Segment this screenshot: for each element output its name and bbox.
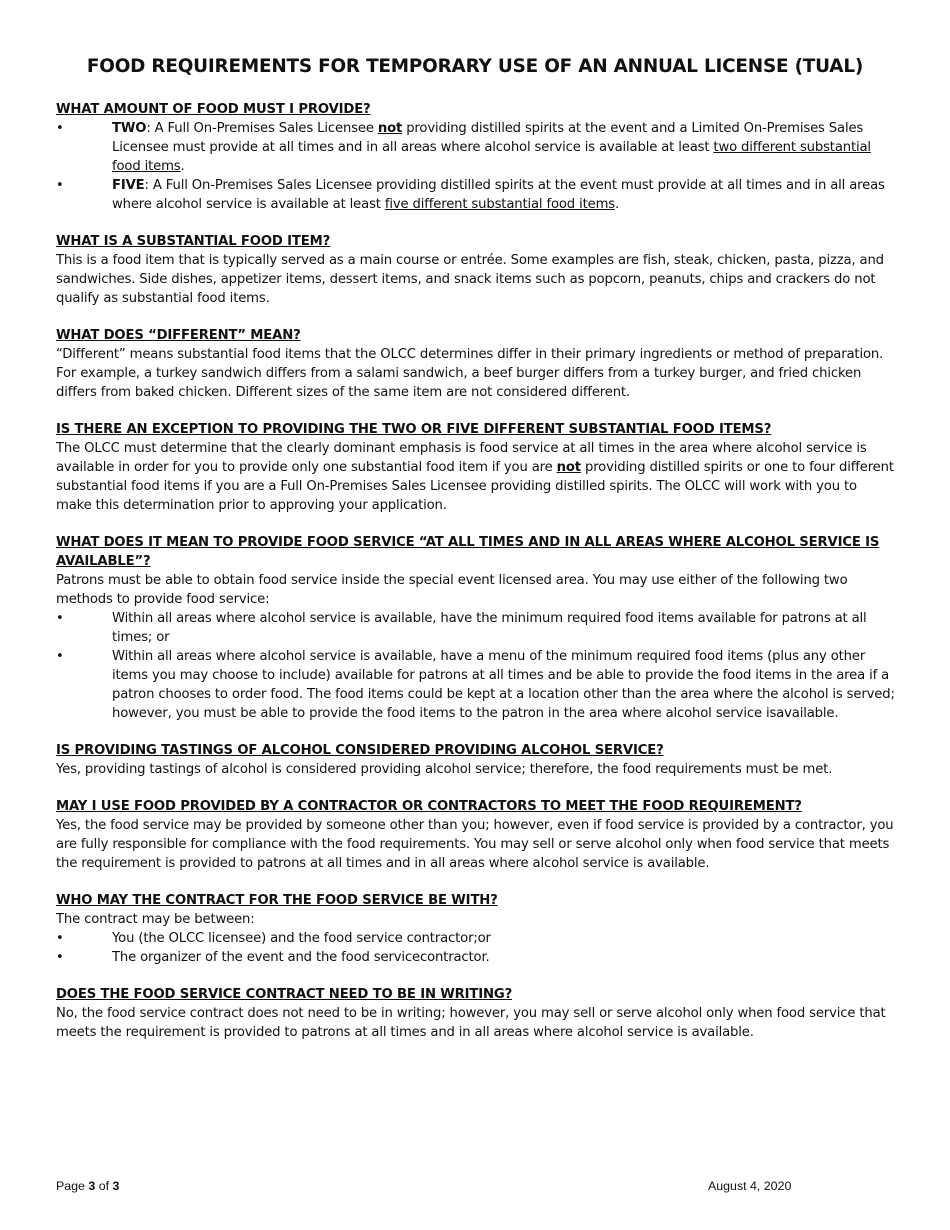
bullet-list	[56, 609, 896, 723]
bullet-list	[56, 929, 896, 967]
bullet-icon: •	[56, 649, 64, 664]
list-item	[56, 929, 896, 948]
page-current: 3	[88, 1179, 96, 1193]
bullet-text: providing distilled spirits at the event and a Limited On-Premises Sales Licensee must provide at all times and in all areas where alcohol service is available at least	[112, 121, 864, 155]
list-item	[56, 119, 896, 176]
underlined-text: two different substantial food items	[112, 140, 871, 174]
section-body: Yes, providing tastings of alcohol is considered providing alcohol service; therefore, the food requirements must be met.	[56, 762, 833, 777]
bullet-text: .	[614, 197, 620, 212]
page-title: FOOD REQUIREMENTS FOR TEMPORARY USE OF AN ANNUAL LICENSE (TUAL)	[86, 56, 864, 77]
section-heading: IS THERE AN EXCEPTION TO PROVIDING THE TWO OR FIVE DIFFERENT SUBSTANTIAL FOOD ITEMS?	[56, 422, 772, 437]
bullet-text: The organizer of the event and the food servicecontractor.	[112, 950, 490, 965]
section-body: Yes, the food service may be provided by someone other than you; however, even if food service is provided by a contractor, you are fully responsible for compliance with the food requirements. You may sell or serve alcohol only when food service that meets the requirement is provided to patrons at all times and in all areas where alcohol service is available.	[56, 818, 894, 871]
section-heading: WHAT AMOUNT OF FOOD MUST I PROVIDE?	[56, 102, 371, 117]
section-heading: DOES THE FOOD SERVICE CONTRACT NEED TO BE IN WRITING?	[56, 987, 513, 1002]
page-label: Page	[56, 1179, 89, 1193]
bullet-list	[56, 119, 896, 214]
section-substantial-food-item	[56, 232, 896, 308]
section-exception	[56, 420, 896, 515]
bullet-text: : A Full On-Premises Sales Licensee providing distilled spirits at the event must provide at all times and in all areas where alcohol service is available at least	[112, 178, 885, 212]
bullet-text: : A Full On-Premises Sales Licensee	[146, 121, 378, 136]
section-body: “Different” means substantial food items that the OLCC determines differ in their primary ingredients or method of preparation. For example, a turkey sandwich differs from a salami sandwich, a beef burger differs from a turkey burger, and fried chicken differs from baked chicken. Different sizes of the same item are not considered different.	[56, 347, 884, 400]
section-heading: WHAT DOES “DIFFERENT” MEAN?	[56, 328, 301, 343]
bullet-lead: FIVE	[112, 178, 145, 193]
list-item	[56, 176, 896, 214]
body-text: providing distilled spirits or one to four different substantial food items if you are a Full On-Premises Sales Licensee providing distilled spirits. The OLCC will work with you to make this determination prior to approving your application.	[56, 460, 894, 513]
footer-date: August 4, 2020	[708, 1179, 792, 1193]
document-body	[56, 100, 896, 1060]
section-body	[56, 439, 896, 515]
section-tastings	[56, 741, 896, 779]
section-all-times-all-areas	[56, 533, 896, 723]
bullet-icon: •	[56, 121, 64, 136]
section-contract-parties	[56, 891, 896, 967]
section-body: The contract may be between:	[56, 912, 255, 927]
section-heading: IS PROVIDING TASTINGS OF ALCOHOL CONSIDERED PROVIDING ALCOHOL SERVICE?	[56, 743, 664, 758]
bullet-icon: •	[56, 178, 64, 193]
section-contractor	[56, 797, 896, 873]
section-heading: WHAT IS A SUBSTANTIAL FOOD ITEM?	[56, 234, 331, 249]
section-heading: WHAT DOES IT MEAN TO PROVIDE FOOD SERVICE “AT ALL TIMES AND IN ALL AREAS WHERE ALCOHOL SERVICE IS AVAILABLE”?	[56, 535, 880, 569]
page-number	[56, 1179, 119, 1193]
section-body: This is a food item that is typically served as a main course or entrée. Some examples are fish, steak, chicken, pasta, pizza, and sandwiches. Side dishes, appetizer items, dessert items, and snack items such as popcorn, peanuts, chips and crackers do not qualify as substantial food items.	[56, 253, 884, 306]
list-item	[56, 647, 896, 723]
section-body: No, the food service contract does not need to be in writing; however, you may sell or serve alcohol only when food service that meets the requirement is provided to patrons at all times and in all areas where alcohol service is available.	[56, 1006, 886, 1040]
section-contract-writing	[56, 985, 896, 1042]
section-body: Patrons must be able to obtain food service inside the special event licensed area. You may use either of the following two methods to provide food service:	[56, 573, 848, 607]
bullet-lead: TWO	[112, 121, 147, 136]
underlined-text: five different substantial food items	[384, 197, 615, 212]
page-of: of	[95, 1179, 113, 1193]
emphasis-not: not	[377, 121, 403, 136]
page-total: 3	[112, 1179, 120, 1193]
bullet-icon: •	[56, 931, 64, 946]
body-text: The OLCC must determine that the clearly dominant emphasis is food service at all times in the area where alcohol service is available in order for you to provide only one substantial food item if you are	[56, 441, 867, 475]
section-heading: WHO MAY THE CONTRACT FOR THE FOOD SERVICE BE WITH?	[56, 893, 498, 908]
list-item	[56, 948, 896, 967]
bullet-icon: •	[56, 611, 64, 626]
bullet-icon: •	[56, 950, 64, 965]
bullet-text: You (the OLCC licensee) and the food service contractor;or	[112, 931, 491, 946]
section-food-amount	[56, 100, 896, 214]
section-heading: MAY I USE FOOD PROVIDED BY A CONTRACTOR OR CONTRACTORS TO MEET THE FOOD REQUIREMENT?	[56, 799, 802, 814]
list-item	[56, 609, 896, 647]
section-different-meaning	[56, 326, 896, 402]
bullet-text: .	[180, 159, 185, 174]
bullet-text: Within all areas where alcohol service is available, have a menu of the minimum required food items (plus any other items you may choose to include) available for patrons at all times and be able to provide the food items in the area if a patron chooses to order food. The food items could be kept at a location other than the area where the alcohol is served; however, you must be able to provide the food items to the patron in the area where alcohol service isavailable.	[112, 649, 895, 721]
emphasis-not: not	[556, 460, 581, 475]
bullet-text: Within all areas where alcohol service is available, have the minimum required food items available for patrons at all times; or	[112, 611, 867, 645]
